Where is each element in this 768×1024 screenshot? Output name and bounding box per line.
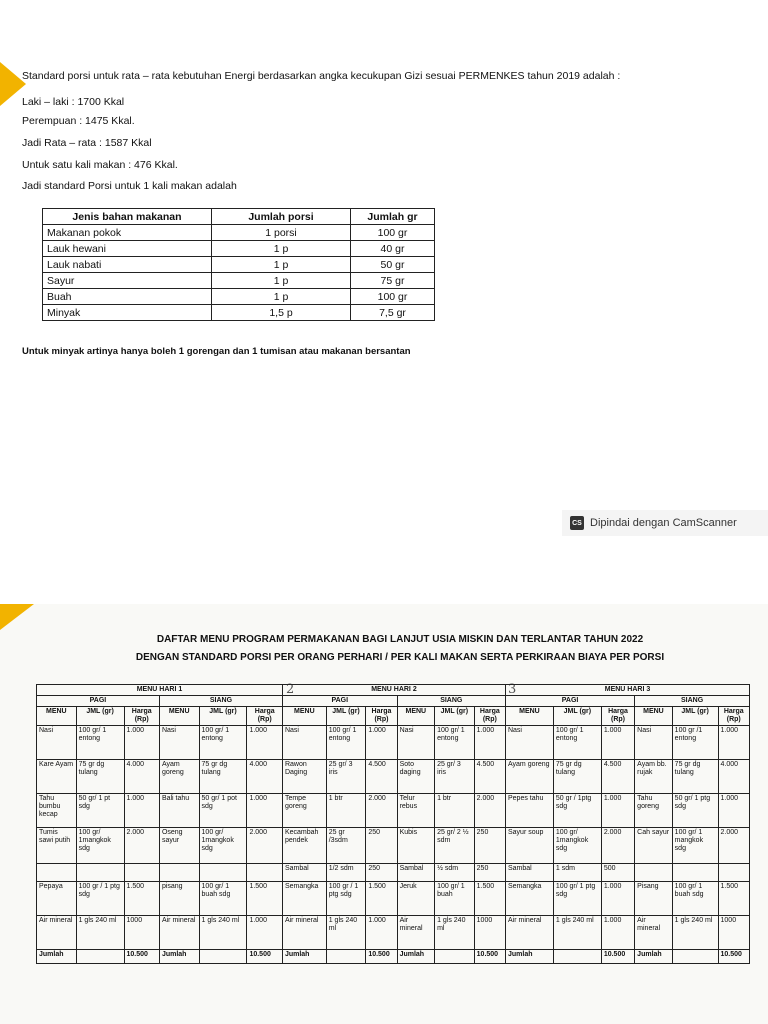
price-cell: 2.000 bbox=[247, 828, 283, 864]
header-food-type: Jenis bahan makanan bbox=[43, 209, 212, 225]
amount-cell: 25 gr/ 2 ½ sdm bbox=[435, 828, 475, 864]
column-header: Harga (Rp) bbox=[718, 707, 749, 726]
menu-item-cell: Jeruk bbox=[397, 882, 435, 916]
price-cell: 1.500 bbox=[718, 882, 749, 916]
menu-item-cell: Nasi bbox=[37, 726, 77, 760]
amount-cell: 75 gr dg tulang bbox=[76, 760, 124, 794]
food-type-cell: Lauk hewani bbox=[43, 241, 212, 257]
day-3-header: MENU HARI 3 bbox=[505, 685, 749, 696]
column-header: MENU bbox=[37, 707, 77, 726]
price-cell: 10.500 bbox=[247, 950, 283, 964]
amount-cell bbox=[672, 864, 718, 882]
amount-cell: 1 gls 240 ml bbox=[672, 916, 718, 950]
price-cell: 4.500 bbox=[366, 760, 397, 794]
portion-cell: 1 p bbox=[212, 257, 351, 273]
amount-cell: 100 gr / 1 ptg sdg bbox=[326, 882, 366, 916]
column-header: MENU bbox=[505, 707, 553, 726]
female-energy: Perempuan : 1475 Kkal. bbox=[22, 115, 135, 127]
amount-cell: 1 gls 240 ml bbox=[326, 916, 366, 950]
portion-cell: 1,5 p bbox=[212, 305, 351, 321]
price-cell: 500 bbox=[601, 864, 634, 882]
menu-item-cell: Nasi bbox=[282, 726, 326, 760]
camscanner-watermark bbox=[562, 510, 768, 536]
amount-cell: 75 gr dg tulang bbox=[199, 760, 247, 794]
column-header: JML (gr) bbox=[326, 707, 366, 726]
price-cell: 2.000 bbox=[474, 794, 505, 828]
price-cell bbox=[247, 864, 283, 882]
amount-cell: 100 gr/ 1 buah bbox=[435, 882, 475, 916]
price-cell: 1.000 bbox=[366, 916, 397, 950]
menu-item-cell: Sambal bbox=[505, 864, 553, 882]
menu-item-cell: Jumlah bbox=[505, 950, 553, 964]
day-header-row bbox=[37, 685, 750, 696]
column-header: MENU bbox=[159, 707, 199, 726]
amount-cell: 25 gr /3sdm bbox=[326, 828, 366, 864]
day-mark-2: 2 bbox=[286, 682, 295, 697]
day-1-header: MENU HARI 1 bbox=[37, 685, 283, 696]
portion-intro: Jadi standard Porsi untuk 1 kali makan adalah bbox=[22, 180, 237, 192]
price-cell: 1.000 bbox=[601, 726, 634, 760]
price-cell: 10.500 bbox=[124, 950, 159, 964]
day-1-pagi: PAGI bbox=[37, 696, 160, 707]
amount-cell: 1 sdm bbox=[553, 864, 601, 882]
menu-item-cell: Nasi bbox=[159, 726, 199, 760]
camscanner-text: Dipindai dengan CamScanner bbox=[590, 517, 737, 529]
portion-row bbox=[43, 289, 435, 305]
menu-row bbox=[37, 882, 750, 916]
amount-cell bbox=[672, 950, 718, 964]
amount-cell bbox=[435, 950, 475, 964]
portion-cell: 1 p bbox=[212, 241, 351, 257]
price-cell: 2.000 bbox=[718, 828, 749, 864]
column-header: Harga (Rp) bbox=[366, 707, 397, 726]
price-cell: 10.500 bbox=[718, 950, 749, 964]
menu-row bbox=[37, 916, 750, 950]
menu-item-cell: Soto daging bbox=[397, 760, 435, 794]
price-cell: 1.500 bbox=[474, 882, 505, 916]
grams-cell: 40 gr bbox=[351, 241, 435, 257]
price-cell: 2.000 bbox=[366, 794, 397, 828]
oil-note: Untuk minyak artinya hanya boleh 1 gorengan dan 1 tumisan atau makanan bersantan bbox=[22, 346, 411, 357]
price-cell: 1.500 bbox=[366, 882, 397, 916]
portion-row bbox=[43, 225, 435, 241]
price-cell: 1.500 bbox=[247, 882, 283, 916]
menu-item-cell: Air mineral bbox=[282, 916, 326, 950]
menu-row bbox=[37, 828, 750, 864]
amount-cell: 100 gr/ 1 entong bbox=[435, 726, 475, 760]
price-cell: 4.500 bbox=[601, 760, 634, 794]
grams-cell: 100 gr bbox=[351, 289, 435, 305]
portion-cell: 1 porsi bbox=[212, 225, 351, 241]
amount-cell: 50 gr/ 1 ptg sdg bbox=[672, 794, 718, 828]
price-cell: 1.000 bbox=[718, 726, 749, 760]
column-header: Harga (Rp) bbox=[124, 707, 159, 726]
price-cell: 4.000 bbox=[124, 760, 159, 794]
menu-item-cell: Jumlah bbox=[159, 950, 199, 964]
page-corner-mark-2 bbox=[0, 604, 34, 630]
menu-item-cell: Oseng sayur bbox=[159, 828, 199, 864]
day-2-header: MENU HARI 2 bbox=[282, 685, 505, 696]
grams-cell: 7,5 gr bbox=[351, 305, 435, 321]
grams-cell: 75 gr bbox=[351, 273, 435, 289]
menu-item-cell: Pepaya bbox=[37, 882, 77, 916]
amount-cell: 100 gr/ 1 entong bbox=[326, 726, 366, 760]
amount-cell bbox=[326, 950, 366, 964]
header-grams: Jumlah gr bbox=[351, 209, 435, 225]
amount-cell: 100 gr/ 1 mangkok sdg bbox=[672, 828, 718, 864]
price-cell: 1.000 bbox=[247, 794, 283, 828]
price-cell: 1.000 bbox=[247, 916, 283, 950]
price-cell: 2.000 bbox=[601, 828, 634, 864]
portion-cell: 1 p bbox=[212, 289, 351, 305]
price-cell: 10.500 bbox=[601, 950, 634, 964]
menu-item-cell: pisang bbox=[159, 882, 199, 916]
amount-cell: 50 gr / 1ptg sdg bbox=[553, 794, 601, 828]
amount-cell: ½ sdm bbox=[435, 864, 475, 882]
amount-cell: 100 gr/ 1mangkok sdg bbox=[76, 828, 124, 864]
portion-row bbox=[43, 257, 435, 273]
amount-cell bbox=[76, 950, 124, 964]
menu-item-cell: Nasi bbox=[635, 726, 673, 760]
day-mark-3: 3 bbox=[508, 682, 517, 697]
column-header: Harga (Rp) bbox=[247, 707, 283, 726]
price-cell: 4.000 bbox=[718, 760, 749, 794]
price-cell bbox=[718, 864, 749, 882]
amount-cell bbox=[553, 950, 601, 964]
column-header: Harga (Rp) bbox=[601, 707, 634, 726]
amount-cell: 1 btr bbox=[326, 794, 366, 828]
amount-cell: 1 gls 240 ml bbox=[76, 916, 124, 950]
amount-cell bbox=[199, 950, 247, 964]
menu-item-cell: Telur rebus bbox=[397, 794, 435, 828]
price-cell: 1000 bbox=[718, 916, 749, 950]
average-energy: Jadi Rata – rata : 1587 Kkal bbox=[22, 137, 152, 149]
amount-cell: 50 gr/ 1 pt sdg bbox=[76, 794, 124, 828]
menu-subtitle: DENGAN STANDARD PORSI PER ORANG PERHARI / PER KALI MAKAN SERTA PERKIRAAN BIAYA PER PORSI bbox=[135, 652, 665, 663]
price-cell: 10.500 bbox=[474, 950, 505, 964]
menu-item-cell: Rawon Daging bbox=[282, 760, 326, 794]
portion-row bbox=[43, 305, 435, 321]
price-cell: 250 bbox=[366, 828, 397, 864]
price-cell: 1.000 bbox=[124, 794, 159, 828]
menu-title: DAFTAR MENU PROGRAM PERMAKANAN BAGI LANJUT USIA MISKIN DAN TERLANTAR TAHUN 2022 bbox=[156, 634, 644, 645]
price-cell: 2.000 bbox=[124, 828, 159, 864]
day-1-siang: SIANG bbox=[159, 696, 282, 707]
menu-item-cell: Jumlah bbox=[282, 950, 326, 964]
menu-item-cell: Tahu goreng bbox=[635, 794, 673, 828]
amount-cell: 100 gr/ 1 ptg sdg bbox=[553, 882, 601, 916]
amount-cell: 100 gr /1 entong bbox=[672, 726, 718, 760]
amount-cell: 1/2 sdm bbox=[326, 864, 366, 882]
column-header: Harga (Rp) bbox=[474, 707, 505, 726]
amount-cell: 75 gr dg tulang bbox=[672, 760, 718, 794]
amount-cell bbox=[199, 864, 247, 882]
grams-cell: 100 gr bbox=[351, 225, 435, 241]
column-header: MENU bbox=[397, 707, 435, 726]
price-cell: 1.500 bbox=[124, 882, 159, 916]
food-type-cell: Sayur bbox=[43, 273, 212, 289]
column-header: JML (gr) bbox=[199, 707, 247, 726]
portion-table bbox=[42, 208, 435, 321]
menu-item-cell: Air mineral bbox=[159, 916, 199, 950]
menu-item-cell: Tahu bumbu kecap bbox=[37, 794, 77, 828]
menu-item-cell: Tumis sawi putih bbox=[37, 828, 77, 864]
menu-item-cell: Air mineral bbox=[397, 916, 435, 950]
menu-item-cell: Ayam bb. rujak bbox=[635, 760, 673, 794]
amount-cell: 100 gr/ 1mangkok sdg bbox=[553, 828, 601, 864]
grams-cell: 50 gr bbox=[351, 257, 435, 273]
amount-cell: 100 gr/ 1mangkok sdg bbox=[199, 828, 247, 864]
price-cell: 4.000 bbox=[247, 760, 283, 794]
day-3-pagi: PAGI bbox=[505, 696, 634, 707]
price-cell: 10.500 bbox=[366, 950, 397, 964]
menu-item-cell: Ayam goreng bbox=[159, 760, 199, 794]
amount-cell: 100 gr/ 1 buah sdg bbox=[199, 882, 247, 916]
price-cell bbox=[124, 864, 159, 882]
price-cell: 1.000 bbox=[718, 794, 749, 828]
day-2-siang: SIANG bbox=[397, 696, 505, 707]
amount-cell: 1 gls 240 ml bbox=[553, 916, 601, 950]
amount-cell: 1 btr bbox=[435, 794, 475, 828]
amount-cell: 100 gr/ 1 entong bbox=[76, 726, 124, 760]
price-cell: 1.000 bbox=[601, 882, 634, 916]
price-cell: 1.000 bbox=[474, 726, 505, 760]
column-header-row bbox=[37, 707, 750, 726]
menu-item-cell: Kubis bbox=[397, 828, 435, 864]
menu-item-cell: Jumlah bbox=[397, 950, 435, 964]
amount-cell: 25 gr/ 3 iris bbox=[435, 760, 475, 794]
column-header: MENU bbox=[635, 707, 673, 726]
food-type-cell: Minyak bbox=[43, 305, 212, 321]
per-meal-energy: Untuk satu kali makan : 476 Kkal. bbox=[22, 159, 178, 171]
menu-item-cell: Cah sayur bbox=[635, 828, 673, 864]
header-portion: Jumlah porsi bbox=[212, 209, 351, 225]
menu-item-cell: Kecambah pendek bbox=[282, 828, 326, 864]
menu-row bbox=[37, 760, 750, 794]
portion-row bbox=[43, 241, 435, 257]
menu-row bbox=[37, 864, 750, 882]
menu-item-cell: Sayur soup bbox=[505, 828, 553, 864]
price-cell: 1.000 bbox=[601, 916, 634, 950]
menu-row bbox=[37, 794, 750, 828]
menu-item-cell bbox=[635, 864, 673, 882]
price-cell: 250 bbox=[474, 864, 505, 882]
column-header: JML (gr) bbox=[76, 707, 124, 726]
column-header: MENU bbox=[282, 707, 326, 726]
menu-table bbox=[36, 684, 750, 964]
menu-item-cell: Nasi bbox=[505, 726, 553, 760]
price-cell: 1000 bbox=[124, 916, 159, 950]
total-row bbox=[37, 950, 750, 964]
menu-item-cell: Pisang bbox=[635, 882, 673, 916]
amount-cell: 100 gr/ 1 entong bbox=[199, 726, 247, 760]
price-cell: 250 bbox=[474, 828, 505, 864]
portion-row bbox=[43, 273, 435, 289]
amount-cell bbox=[76, 864, 124, 882]
price-cell: 1.000 bbox=[601, 794, 634, 828]
menu-item-cell: Ayam goreng bbox=[505, 760, 553, 794]
amount-cell: 50 gr/ 1 pot sdg bbox=[199, 794, 247, 828]
portion-header-row bbox=[43, 209, 435, 225]
camscanner-logo-icon: CS bbox=[570, 516, 584, 530]
amount-cell: 100 gr/ 1 entong bbox=[553, 726, 601, 760]
price-cell: 1.000 bbox=[247, 726, 283, 760]
amount-cell: 75 gr dg tulang bbox=[553, 760, 601, 794]
food-type-cell: Makanan pokok bbox=[43, 225, 212, 241]
column-header: JML (gr) bbox=[672, 707, 718, 726]
price-cell: 4.500 bbox=[474, 760, 505, 794]
menu-item-cell: Semangka bbox=[505, 882, 553, 916]
menu-item-cell: Bali tahu bbox=[159, 794, 199, 828]
menu-item-cell: Air mineral bbox=[37, 916, 77, 950]
amount-cell: 100 gr/ 1 buah sdg bbox=[672, 882, 718, 916]
intro-line: Standard porsi untuk rata – rata kebutuhan Energi berdasarkan angka kecukupan Gizi sesuai PERMENKES tahun 2019 adalah : bbox=[22, 70, 621, 82]
menu-row bbox=[37, 726, 750, 760]
menu-item-cell: Jumlah bbox=[635, 950, 673, 964]
menu-item-cell: Air mineral bbox=[505, 916, 553, 950]
food-type-cell: Buah bbox=[43, 289, 212, 305]
amount-cell: 1 gls 240 ml bbox=[435, 916, 475, 950]
price-cell: 1000 bbox=[474, 916, 505, 950]
menu-item-cell: Sambal bbox=[282, 864, 326, 882]
menu-item-cell: Pepes tahu bbox=[505, 794, 553, 828]
column-header: JML (gr) bbox=[553, 707, 601, 726]
price-cell: 1.000 bbox=[124, 726, 159, 760]
menu-item-cell bbox=[37, 864, 77, 882]
menu-item-cell: Nasi bbox=[397, 726, 435, 760]
menu-item-cell: Air mineral bbox=[635, 916, 673, 950]
menu-item-cell: Jumlah bbox=[37, 950, 77, 964]
menu-item-cell: Semangka bbox=[282, 882, 326, 916]
menu-item-cell: Tempe goreng bbox=[282, 794, 326, 828]
price-cell: 1.000 bbox=[366, 726, 397, 760]
amount-cell: 1 gls 240 ml bbox=[199, 916, 247, 950]
price-cell: 250 bbox=[366, 864, 397, 882]
male-energy: Laki – laki : 1700 Kkal bbox=[22, 96, 125, 108]
day-2-pagi: PAGI bbox=[282, 696, 397, 707]
amount-cell: 100 gr / 1 ptg sdg bbox=[76, 882, 124, 916]
food-type-cell: Lauk nabati bbox=[43, 257, 212, 273]
amount-cell: 25 gr/ 3 iris bbox=[326, 760, 366, 794]
portion-cell: 1 p bbox=[212, 273, 351, 289]
column-header: JML (gr) bbox=[435, 707, 475, 726]
meal-header-row bbox=[37, 696, 750, 707]
menu-item-cell: Sambal bbox=[397, 864, 435, 882]
menu-item-cell: Kare Ayam bbox=[37, 760, 77, 794]
menu-item-cell bbox=[159, 864, 199, 882]
day-3-siang: SIANG bbox=[635, 696, 750, 707]
